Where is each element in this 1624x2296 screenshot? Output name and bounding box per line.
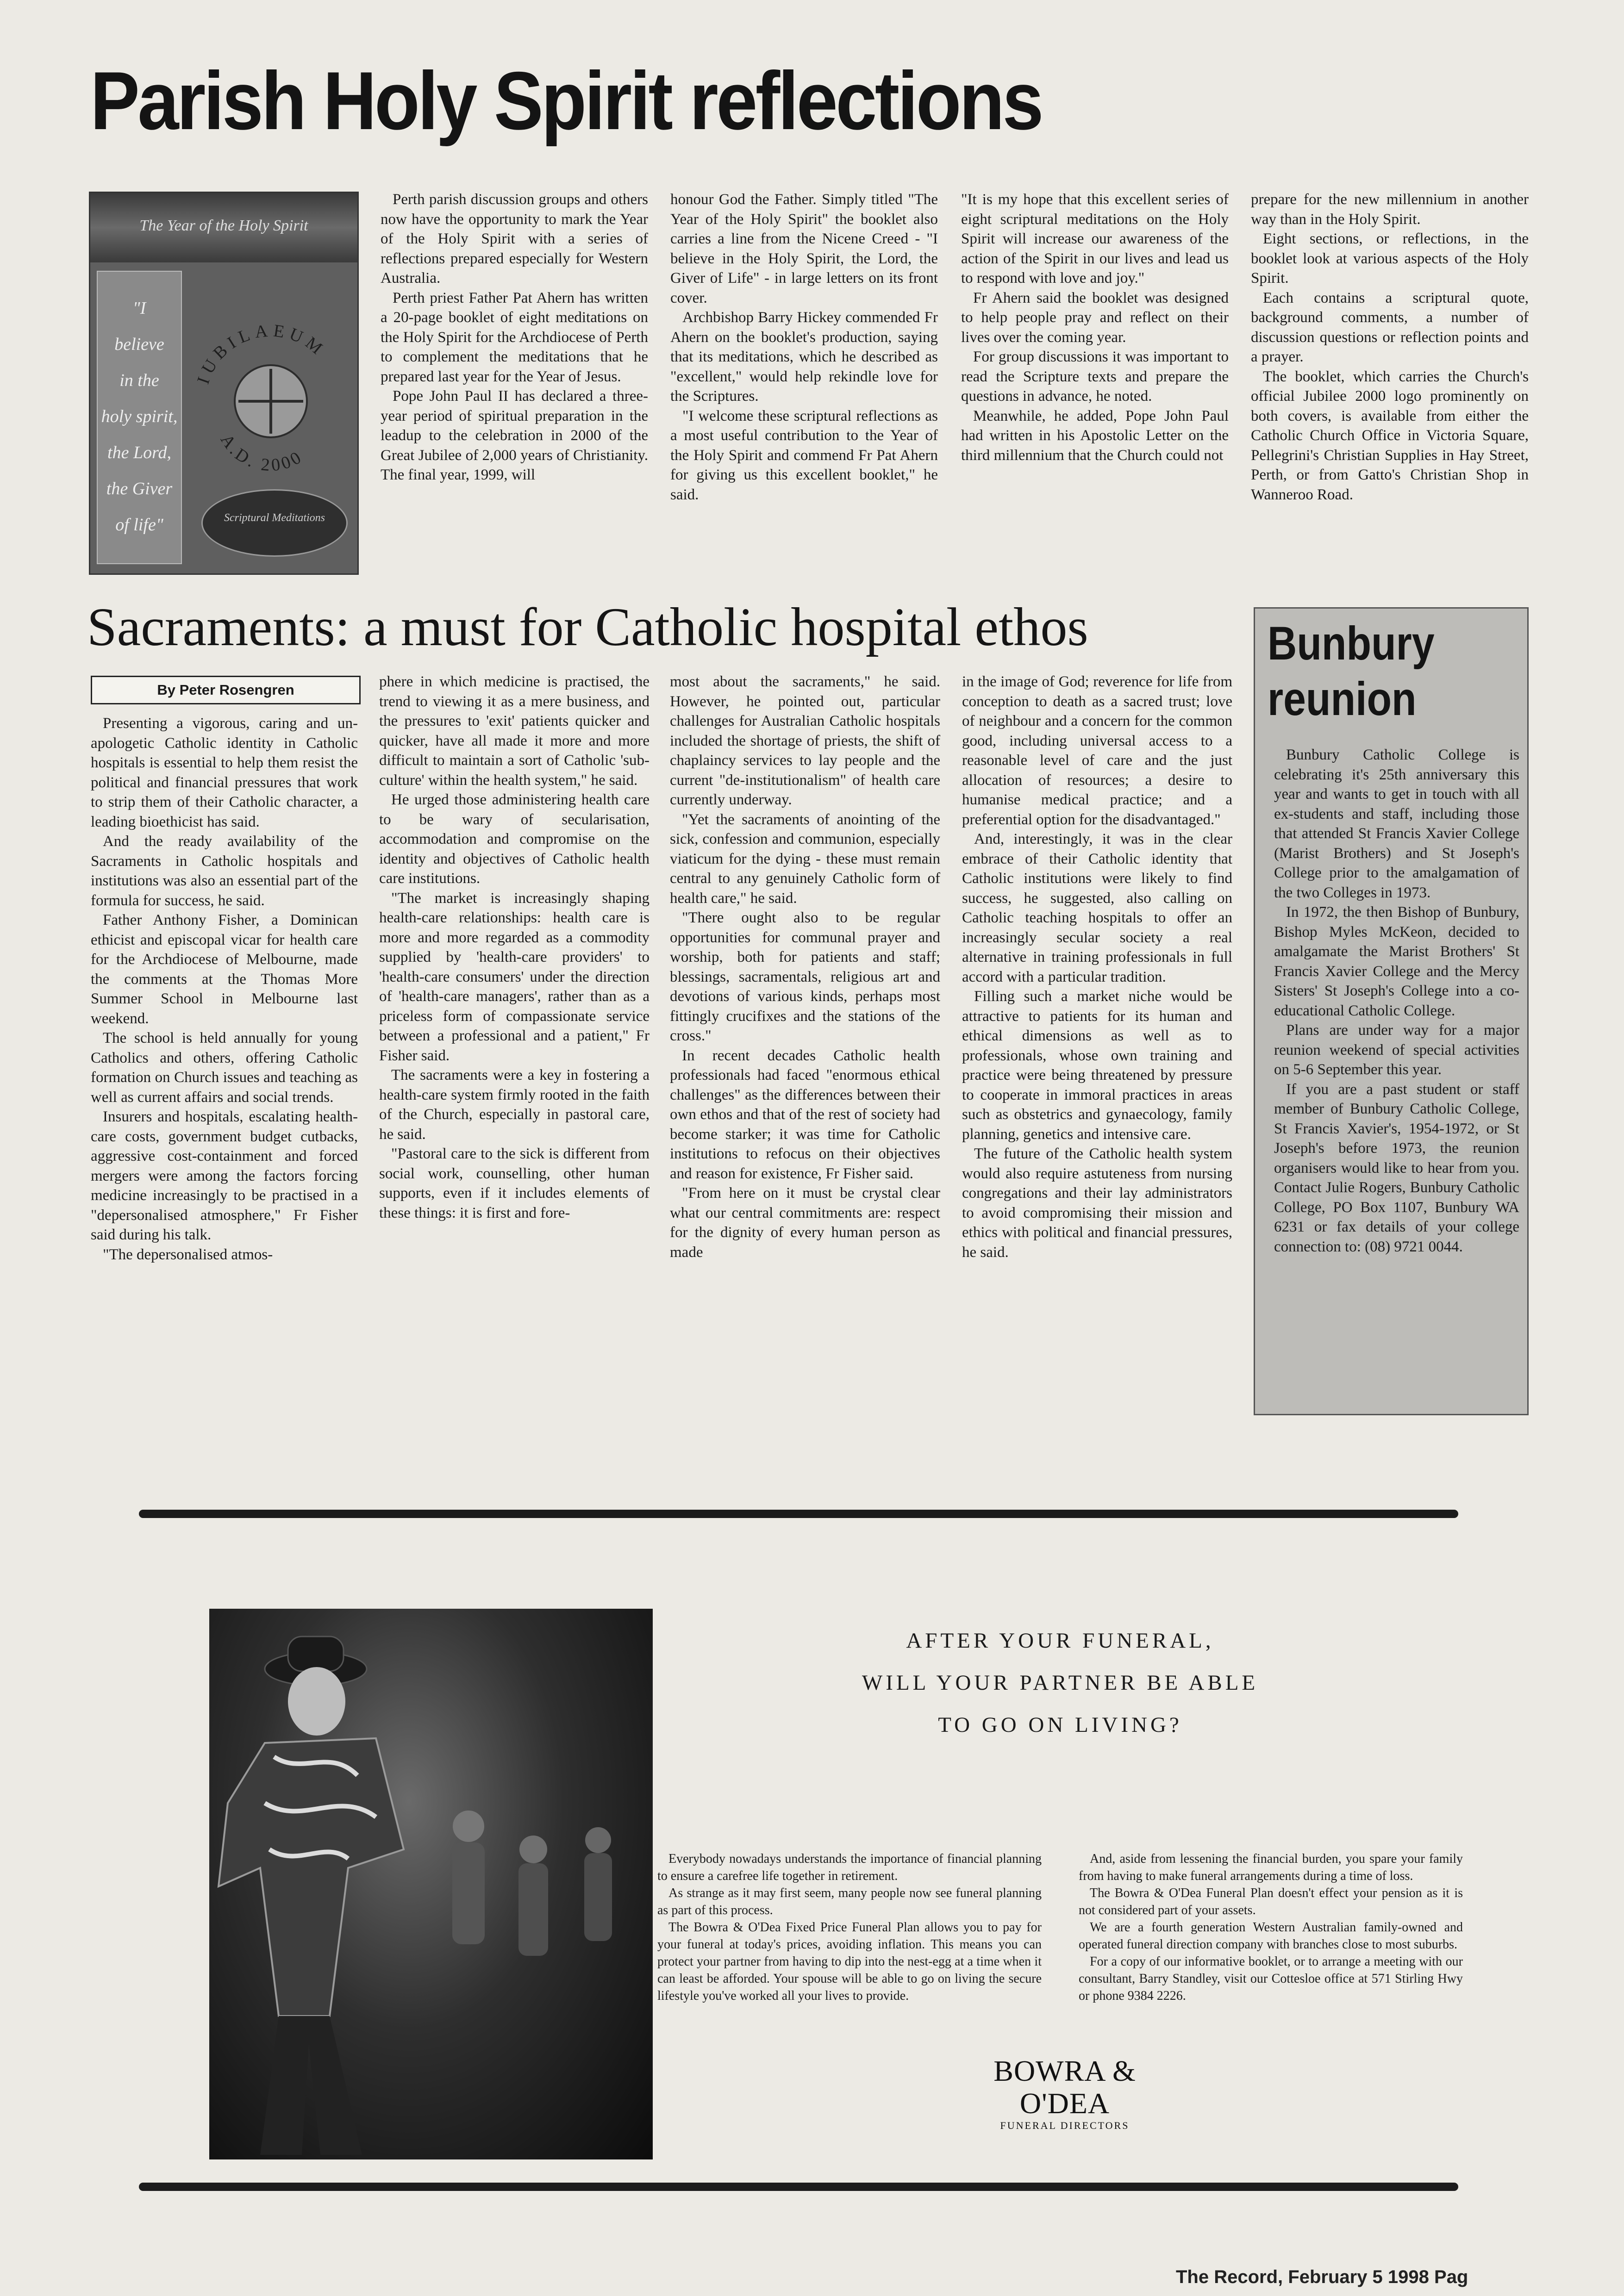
quote-line: holy spirit, (101, 407, 178, 426)
paragraph: In recent decades Catholic health professionals had faced "enormous ethical challenges" as the differences between their own ethos and that of the rest of society had become starker; it was time for Catholic institutions to refocus on their objectives and reason for existence, Fr Fisher said. (670, 1047, 940, 1182)
paragraph: The Bowra & O'Dea Fixed Price Funeral Plan allows you to pay for your funeral at today's prices, avoiding inflation. This means you can protect your partner from having to dip into the nest-egg at a time when it can least be afforded. Your spouse will be able to go on living the secure lifestyle you've worked all your lives to provide. (657, 1920, 1042, 2003)
paragraph: phere in which medicine is practised, the trend to viewing it as a mere business, and the pressures to 'exit' patients quicker and quicker, have all made it more and more difficult to maintain a sort of Catholic 'sub-culture' within the health system," he said. (379, 673, 650, 789)
paragraph: "From here on it must be crystal clear what our central commitments are: respect for the dignity of every human person as made (670, 1185, 940, 1261)
quote-line: "I (132, 299, 146, 318)
paragraph: He urged those administering health care to be wary of secularisation, accommodation and compromise on the identity and objectives of Catholic health care institutions. (379, 791, 650, 887)
quote-line: believe (114, 335, 164, 354)
paragraph: "Pastoral care to the sick is different from social work, counselling, other human supports, even if it includes elements of these things: it is first and fore- (379, 1145, 650, 1221)
booklet-quote (98, 272, 181, 543)
background-dancer-1-body (452, 1842, 485, 1944)
article2-column-1 (91, 714, 358, 1264)
article2-column-3 (670, 672, 940, 1262)
ad-top-rule (139, 1510, 1458, 1518)
paragraph: "There ought also to be regular opportunities for communal prayer and worship, both for patients and staff; blessings, sacramentals, religious art and devotions of various kinds, perhaps most fittingly crucifixes and the stations of the cross." (670, 909, 940, 1044)
bunbury-headline-line-1: Bunbury (1268, 617, 1435, 670)
paragraph: Perth parish discussion groups and others now have the opportunity to mark the Year of the Holy Spirit with a series of reflections prepared especially for Western Australia. (381, 191, 648, 286)
paragraph: "Yet the sacraments of anointing of the sick, confession and communion, especially viaticum for the dying - these must remain central to any genuinely Catholic form of health care," he said. (670, 811, 940, 907)
quote-line: the Lord, (107, 443, 171, 462)
bunbury-sidebar-headline (1268, 616, 1435, 727)
article1-column-2 (670, 190, 938, 504)
paragraph: The Bowra & O'Dea Funeral Plan doesn't effect your pension as it is not considered part of your assets. (1079, 1886, 1463, 1917)
booklet-cover (89, 192, 359, 575)
paragraph: Fr Ahern said the booklet was designed to help people pray and reflect on their lives over the coming year. (961, 289, 1229, 346)
paragraph: Plans are under way for a major reunion weekend of special activities on 5-6 September this year. (1274, 1022, 1519, 1078)
paragraph: Each contains a scriptural quote, background comments, a number of discussion questions or reflection points and a prayer. (1251, 289, 1529, 365)
bowra-odea-logo-name: BOWRA & O'DEA (993, 2054, 1136, 2120)
booklet-oval-badge (201, 489, 348, 557)
article1-column-3 (961, 190, 1229, 465)
paragraph: Bunbury Catholic College is celebrating it's 25th anniversary this year and wants to get in touch with all ex-students and staff, including those that attended St Francis Xavier College (Marist Brothers) and St Joseph's College prior to the amalgamation of the two Colleges in 1973. (1274, 747, 1519, 901)
article2-headline: Sacraments: a must for Catholic hospital ethos (87, 597, 1088, 657)
paragraph: Meanwhile, he added, Pope John Paul had written in his Apostolic Letter on the third millennium that the Church could not (961, 407, 1229, 464)
bunbury-headline-line-2: reunion (1268, 672, 1417, 725)
paragraph: Presenting a vigorous, caring and un-apologetic Catholic identity in Catholic hospitals is essential to help them resist the political and financial pressures that work to strip them of their Catholic character, a leading bioethicist has said. (91, 715, 358, 830)
paragraph: The sacraments were a key in fostering a health-care system firmly rooted in the faith of the Church, especially in pastoral care, he said. (379, 1067, 650, 1143)
paragraph: In 1972, the then Bishop of Bunbury, Bishop Myles McKeon, decided to amalgamate the Marist Brothers' St Francis Xavier College and the Mercy Sisters' St Joseph's College into a co-educational Catholic College. (1274, 904, 1519, 1019)
paragraph: For a copy of our informative booklet, or to arrange a meeting with our consultant, Barry Standley, visit our Cottesloe office at 571 Stirling Hwy or phone 9384 2226. (1079, 1954, 1463, 2003)
article1-column-1 (381, 190, 648, 485)
jubilee-logo (187, 309, 354, 475)
booklet-oval-text: Scriptural Meditations (224, 512, 325, 524)
paragraph: Everybody nowadays understands the importance of financial planning to ensure a carefree life together in retirement. (657, 1852, 1042, 1883)
page-footer: The Record, February 5 1998 Pag (1176, 2267, 1468, 2287)
ad-right-column (1079, 1850, 1463, 2004)
paragraph: honour God the Father. Simply titled "The Year of the Holy Spirit" the booklet also carries a line from the Nicene Creed - "I believe in the Holy Spirit, the Lord, the Giver of Life" - in large letters on its front cover. (670, 191, 938, 306)
dancer-legs (260, 2016, 362, 2155)
paragraph: Pope John Paul II has declared a three-year period of spiritual preparation in the leadup to the celebration in 2000 of the Great Jubilee of 2,000 years of Christianity. The final year, 1999, will (381, 388, 648, 483)
paragraph: Eight sections, or reflections, in the booklet look at various aspects of the Holy Spirit. (1251, 230, 1529, 286)
background-dancer-3-body (584, 1853, 612, 1941)
article1-column-4 (1251, 190, 1529, 504)
page-headline: Parish Holy Spirit reflections (90, 55, 1042, 147)
ad-left-column (657, 1850, 1042, 2004)
dancer-figure (209, 1609, 653, 2159)
paragraph: We are a fourth generation Western Australian family-owned and operated funeral direction company with branches close to most suburbs. (1079, 1920, 1463, 1952)
article2-column-4 (962, 672, 1232, 1262)
dancer-shirt (219, 1738, 404, 2016)
background-dancer-2 (519, 1836, 547, 1863)
paragraph: "The market is increasingly shaping health-care relationships: health care is more and more regarded as a commodity supplied by 'health-care providers' to 'health-care consumers' under the direction of 'health-care managers', rather than as a priceless form of compassionate service between a professional and a patient," Fr Fisher said. (379, 890, 650, 1064)
ad-headline-line-3: TO GO ON LIVING? (938, 1713, 1182, 1737)
ad-headline-line-1: AFTER YOUR FUNERAL, (906, 1629, 1214, 1653)
dancer-face (288, 1667, 345, 1736)
ad-bottom-rule (139, 2183, 1458, 2191)
paragraph: And, aside from lessening the financial burden, you spare your family from having to make funeral arrangements during a time of loss. (1079, 1852, 1463, 1883)
ad-headline-line-2: WILL YOUR PARTNER BE ABLE (862, 1671, 1259, 1695)
quote-line: the Giver (106, 479, 173, 498)
jubilee-logo-top-text: IUBILAEUM (193, 320, 330, 387)
background-dancer-2-body (518, 1863, 548, 1956)
background-dancer-1 (453, 1811, 484, 1842)
paragraph: If you are a past student or staff member of Bunbury Catholic College, St Francis Xavier's, 1954-1972, or St Joseph's before 1973, the reunion organisers would like to hear from you. Contact Julie Rogers, Bunbury Catholic College, PO Box 1107, Bunbury WA 6231 or fax details of your college connection to: (08) 9721 0044. (1274, 1081, 1519, 1255)
paragraph: The future of the Catholic health system would also require astuteness from nursing congregations and their lay administrators to avoid compromising their mission and ethics with political and financial pressures, he said. (962, 1145, 1232, 1261)
paragraph: "It is my hope that this excellent series of eight scriptural meditations on the Holy Spirit will increase our awareness of the action of the Spirit in our lives and lead us to respond with love and joy." (961, 191, 1229, 286)
paragraph: Insurers and hospitals, escalating health-care costs, government budget cutbacks, aggressive cost-containment and forced mergers were among the factors forcing medicine increasingly to be practised in a "depersonalised atmosphere," Fr Fisher said during his talk. (91, 1108, 358, 1243)
bunbury-sidebar-text (1274, 745, 1519, 1257)
paragraph: in the image of God; reverence for life from conception to death as a sacred trust; love of neighbour and a concern for the common good, including universal access to a reasonable level of care and the just allocation of resources; a desire to humanise medical practice; and a preferential option for the disadvantaged." (962, 673, 1232, 828)
bowra-odea-logo-sub: FUNERAL DIRECTORS (1000, 2120, 1130, 2131)
paragraph: Filling such a market niche would be attractive to patients for its human and ethical dimensions as well as to professionals, whose own training and practice were being threatened by pressure to cooperate in immoral practices in areas such as obstetrics and gynaecology, family planning, genetics and intensive care. (962, 988, 1232, 1143)
bowra-odea-logo (958, 2055, 1171, 2132)
paragraph: The booklet, which carries the Church's official Jubilee 2000 logo prominently on both covers, is available from either the Catholic Church Office in Victoria Square, Pellegrini's Christian Supplies in Hay Street, Perth, or from Gatto's Christian Shop in Wanneroo Road. (1251, 368, 1529, 503)
paragraph: And, interestingly, it was in the clear embrace of their Catholic identity that Catholic institutions were likely to find success, he suggested, also calling on Catholic teaching hospitals to offer an increasingly secular society a real alternative in training professionals in full accord with a particular tradition. (962, 831, 1232, 985)
article2-column-2 (379, 672, 650, 1223)
paragraph: As strange as it may first seem, many people now see funeral planning as part of this process. (657, 1886, 1042, 1917)
paragraph: most about the sacraments," he said. However, he pointed out, particular challenges for Australian Catholic hospitals included the shortage of priests, the shift of chaplaincy services to lay people and the current "de-institutionalism" of health care currently underway. (670, 673, 940, 808)
paragraph: "I welcome these scriptural reflections as a most useful contribution to the Year of the Holy Spirit and commend Fr Pat Ahern for giving us this excellent booklet," he said. (670, 407, 938, 503)
paragraph: "The depersonalised atmos- (103, 1246, 273, 1263)
dancer-hat-crown (288, 1636, 344, 1671)
paragraph: Father Anthony Fisher, a Dominican ethicist and episcopal vicar for health care for the Archdiocese of Melbourne, made the comments at the Thomas More Summer School in Melbourne last weekend. (91, 912, 358, 1027)
paragraph: Archbishop Barry Hickey commended Fr Ahern on the booklet's production, saying that its meditations, which he described as "excellent," would help rekindle love for the Scriptures. (670, 309, 938, 404)
quote-line: in the (119, 371, 159, 390)
jubilee-logo-year: A.D. 2000 (216, 430, 307, 475)
paragraph: prepare for the new millennium in another way than in the Holy Spirit. (1251, 191, 1529, 228)
booklet-quote-panel (97, 271, 182, 564)
paragraph: The school is held annually for young Catholics and others, offering Catholic formation on Church issues and teaching as well as current affairs and social trends. (91, 1030, 358, 1106)
ad-photo (209, 1609, 653, 2159)
paragraph: And the ready availability of the Sacraments in Catholic hospitals and institutions was also an essential part of the formula for success, he said. (91, 833, 358, 909)
quote-line: of life" (115, 515, 163, 535)
background-dancer-3 (585, 1827, 611, 1853)
booklet-cover-title: The Year of the Holy Spirit (139, 217, 308, 234)
paragraph: For group discussions it was important to read the Scripture texts and prepare the questions in advance, he noted. (961, 348, 1229, 404)
paragraph: Perth priest Father Pat Ahern has written a 20-page booklet of eight meditations on the Holy Spirit for the Archdiocese of Perth to complement the meditations that he prepared last year for the Year of Jesus. (381, 289, 648, 385)
article2-byline: By Peter Rosengren (91, 676, 361, 704)
ad-headline (806, 1620, 1315, 1746)
